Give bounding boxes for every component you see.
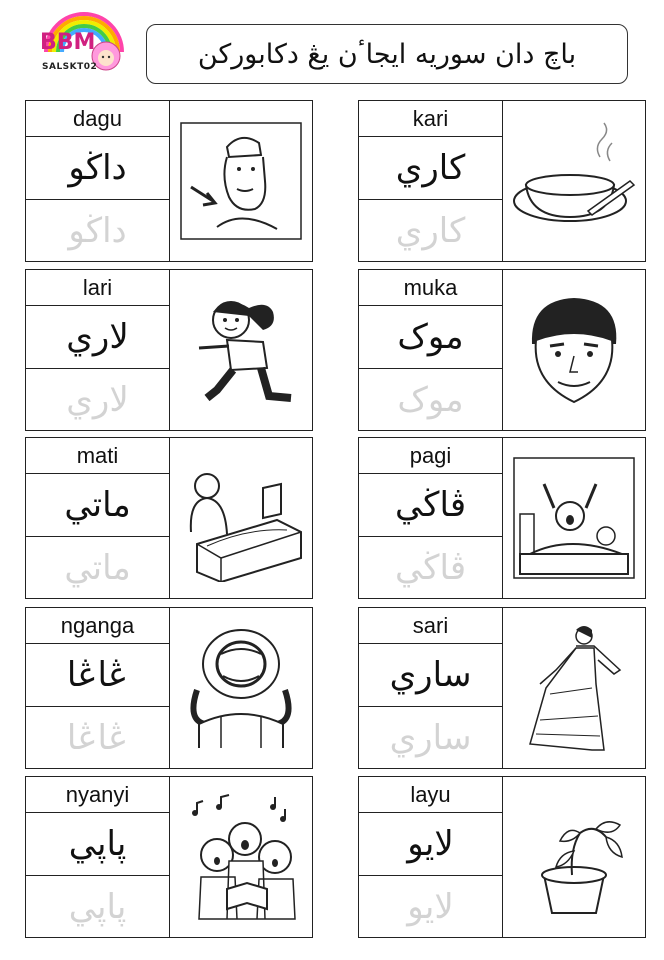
rumi-word: layu bbox=[359, 777, 503, 813]
jawi-trace-word: ڠاڠا bbox=[26, 707, 170, 769]
saree-woman-icon bbox=[503, 608, 645, 768]
jawi-trace-word: كاري bbox=[359, 200, 503, 262]
open-mouth-icon bbox=[170, 608, 312, 768]
word-card-layu bbox=[358, 776, 646, 938]
word-card-nganga bbox=[25, 607, 313, 769]
rumi-word: dagu bbox=[26, 101, 170, 137]
jawi-trace-word: ڤاڬي bbox=[359, 537, 503, 599]
word-card-kari bbox=[358, 100, 646, 262]
jawi-word: ڽاڽي bbox=[26, 813, 170, 876]
jawi-word: ڠاڠا bbox=[26, 644, 170, 707]
jawi-word: ڤاڬي bbox=[359, 474, 503, 537]
jawi-word: موک bbox=[359, 306, 503, 369]
word-card-mati bbox=[25, 437, 313, 599]
logo-letters: BBM bbox=[40, 30, 96, 55]
jawi-trace-word: ڽاڽي bbox=[26, 876, 170, 938]
rumi-word: muka bbox=[359, 270, 503, 306]
running-girl-icon bbox=[170, 270, 312, 430]
word-card-muka bbox=[358, 269, 646, 431]
jawi-trace-word: ساري bbox=[359, 707, 503, 769]
chin-man-icon bbox=[170, 101, 312, 261]
word-card-nyanyi bbox=[25, 776, 313, 938]
singing-kids-icon bbox=[170, 777, 312, 937]
jawi-trace-word: لاري bbox=[26, 369, 170, 431]
curry-bowl-icon bbox=[503, 101, 645, 261]
word-card-sari bbox=[358, 607, 646, 769]
face-icon bbox=[503, 270, 645, 430]
rumi-word: pagi bbox=[359, 438, 503, 474]
jawi-trace-word: ماتي bbox=[26, 537, 170, 599]
jawi-word: لايو bbox=[359, 813, 503, 876]
page-title: باچ دان سوريه ايجاٴن يڠ دكابوركن bbox=[197, 38, 577, 70]
jawi-word: لاري bbox=[26, 306, 170, 369]
rumi-word: mati bbox=[26, 438, 170, 474]
rumi-word: nyanyi bbox=[26, 777, 170, 813]
wilted-plant-icon bbox=[503, 777, 645, 937]
jawi-word: ماتي bbox=[26, 474, 170, 537]
rumi-word: sari bbox=[359, 608, 503, 644]
jawi-word: كاري bbox=[359, 137, 503, 200]
jawi-word: داڬو bbox=[26, 137, 170, 200]
rumi-word: nganga bbox=[26, 608, 170, 644]
jawi-trace-word: لايو bbox=[359, 876, 503, 938]
jawi-trace-word: داڬو bbox=[26, 200, 170, 262]
jawi-word: ساري bbox=[359, 644, 503, 707]
title-box bbox=[146, 24, 628, 84]
logo-text: SALSKT02 bbox=[42, 62, 98, 72]
logo bbox=[36, 12, 132, 88]
grave-icon bbox=[170, 438, 312, 598]
morning-bed-icon bbox=[503, 438, 645, 598]
rumi-word: kari bbox=[359, 101, 503, 137]
word-card-pagi bbox=[358, 437, 646, 599]
word-card-dagu bbox=[25, 100, 313, 262]
rumi-word: lari bbox=[26, 270, 170, 306]
word-card-lari bbox=[25, 269, 313, 431]
jawi-trace-word: موک bbox=[359, 369, 503, 431]
